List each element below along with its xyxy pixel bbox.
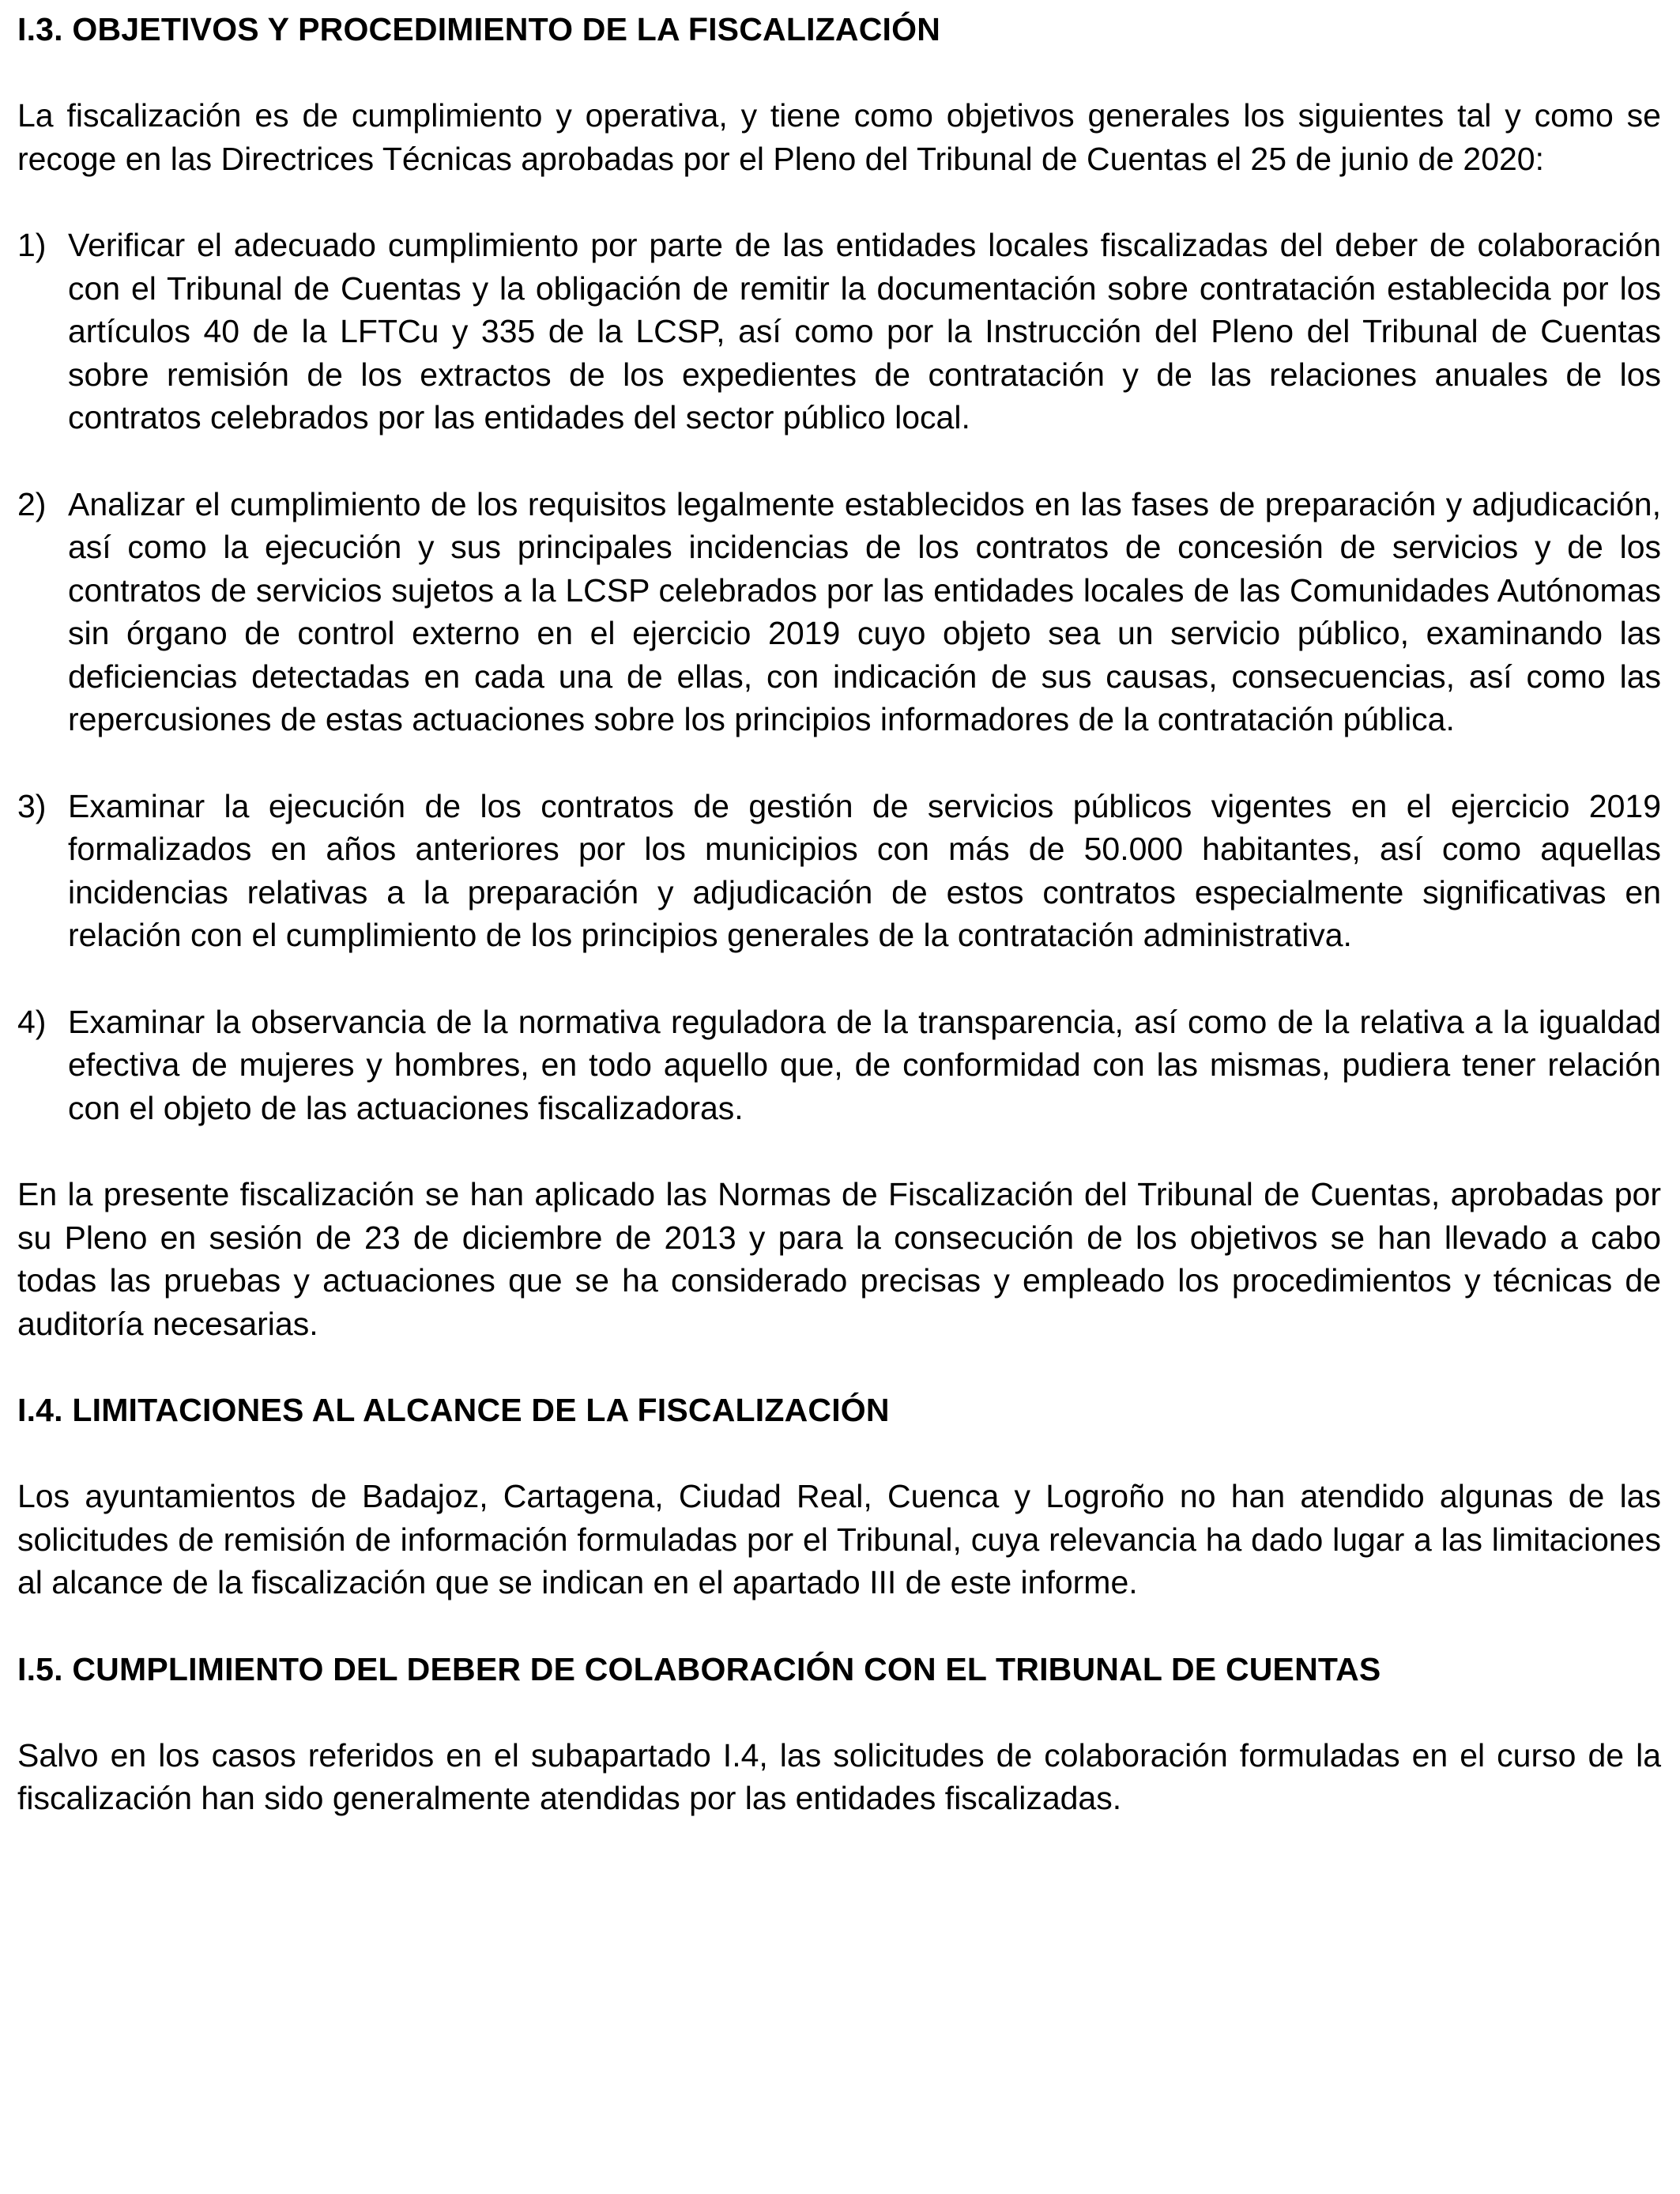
- section-heading: I.3. OBJETIVOS Y PROCEDIMIENTO DE LA FISCALIZACIÓN: [17, 11, 941, 47]
- document-page: [17, 0, 1661, 1820]
- objective-number: 1): [17, 227, 47, 263]
- objective-item: [17, 1001, 1661, 1130]
- section-heading: I.4. LIMITACIONES AL ALCANCE DE LA FISCALIZACIÓN: [17, 1392, 890, 1428]
- objective-number: 4): [17, 1003, 47, 1040]
- section-collaboration-duty: [17, 1648, 1661, 1820]
- body-paragraph: Los ayuntamientos de Badajoz, Cartagena, Ciudad Real, Cuenca y Logroño no han atendido algunas de las solicitudes de remisión de información formuladas por el Tribunal, cuya relevancia ha dado lugar a las limitaciones al alcance de la fiscalización que se indican en el apartado III de este informe.: [17, 1478, 1661, 1600]
- section-heading: I.5. CUMPLIMIENTO DEL DEBER DE COLABORACIÓN CON EL TRIBUNAL DE CUENTAS: [17, 1650, 1381, 1687]
- closing-paragraph: En la presente fiscalización se han aplicado las Normas de Fiscalización del Tribunal de Cuentas, aprobadas por su Pleno en sesión de 23 de diciembre de 2013 y para la consecución de los objetivos se han llevado a cabo todas las pruebas y actuaciones que se ha considerado precisas y empleado los procedimientos y técnicas de auditoría necesarias.: [17, 1176, 1661, 1342]
- objective-item: [17, 785, 1661, 957]
- section-objectives-procedure: [17, 0, 1661, 1345]
- objective-text: Verificar el adecuado cumplimiento por parte de las entidades locales fiscalizadas del deber de colaboración con el Tribunal de Cuentas y la obligación de remitir la documentación sobre contratación establecida por los artículos 40 de la LFTCu y 335 de la LCSP, así como por la Instrucción del Pleno del Tribunal de Cuentas sobre remisión de los extractos de los expedientes de contratación y de las relaciones anuales de los contratos celebrados por las entidades del sector público local.: [68, 227, 1661, 435]
- body-paragraph: Salvo en los casos referidos en el subapartado I.4, las solicitudes de colaboración formuladas en el curso de la fiscalización han sido generalmente atendidas por las entidades fiscalizadas.: [17, 1736, 1661, 1816]
- objective-text: Analizar el cumplimiento de los requisitos legalmente establecidos en las fases de preparación y adjudicación, así como la ejecución y sus principales incidencias de los contratos de concesión de servicios y de los contratos de servicios sujetos a la LCSP celebrados por las entidades locales de las Comunidades Autónomas sin órgano de control externo en el ejercicio 2019 cuyo objeto sea un servicio público, examinando las deficiencias detectadas en cada una de ellas, con indicación de sus causas, consecuencias, así como las repercusiones de estas actuaciones sobre los principios informadores de la contratación pública.: [68, 485, 1661, 737]
- objective-number: 3): [17, 787, 47, 824]
- objective-text: Examinar la ejecución de los contratos de gestión de servicios públicos vigentes en el ejercicio 2019 formalizados en años anteriores por los municipios con más de 50.000 habitantes, así como aquellas incidencias relativas a la preparación y adjudicación de estos contratos especialmente significativas en relación con el cumplimiento de los principios generales de la contratación administrativa.: [68, 787, 1661, 953]
- objectives-list: [17, 224, 1661, 1129]
- objective-item: [17, 483, 1661, 741]
- intro-paragraph: La fiscalización es de cumplimiento y operativa, y tiene como objetivos generales los siguientes tal y como se recoge en las Directrices Técnicas aprobadas por el Pleno del Tribunal de Cuentas el 25 de junio de 2020:: [17, 97, 1661, 177]
- objective-text: Examinar la observancia de la normativa reguladora de la transparencia, así como de la relativa a la igualdad efectiva de mujeres y hombres, en todo aquello que, de conformidad con las mismas, pudiera tener relación con el objeto de las actuaciones fiscalizadoras.: [68, 1003, 1661, 1126]
- objective-number: 2): [17, 485, 47, 522]
- objective-item: [17, 224, 1661, 439]
- section-scope-limitations: [17, 1389, 1661, 1604]
